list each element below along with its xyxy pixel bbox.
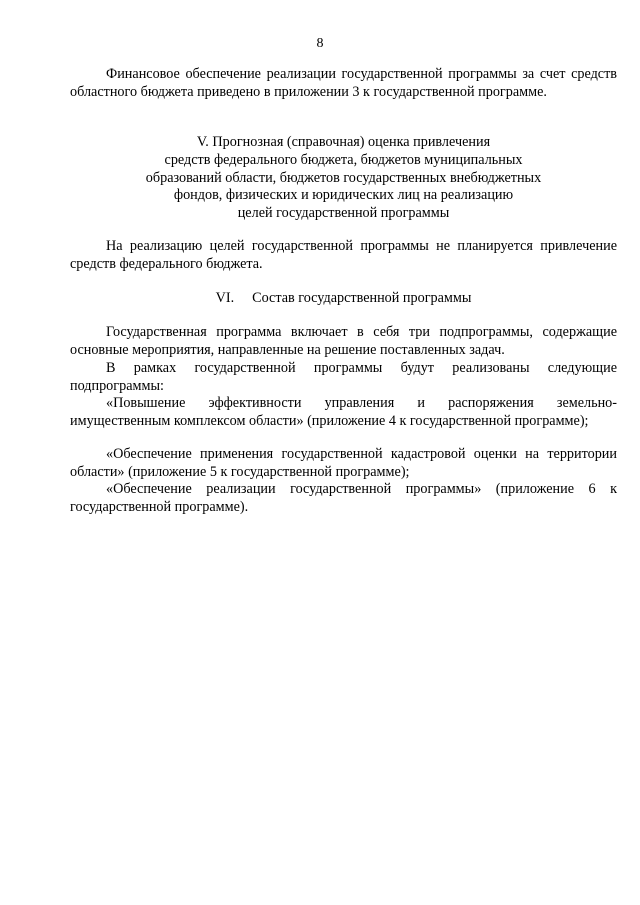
section-5-heading-line: целей государственной программы [237,205,450,222]
section-6-heading [70,290,617,308]
section-5-paragraph: На реализацию целей государственной программы не планируется привлечение средств федерального бюджета. [70,238,617,272]
section-6-paragraph-2: В рамках государственной программы будут реализованы следующие подпрограммы: [70,360,617,394]
subprogram-item-1: «Повышение эффективности управления и распоряжения земельно-имущественным комплексом области» (приложение 4 к государственной программе); [70,395,617,429]
finance-paragraph: Финансовое обеспечение реализации государственной программы за счет средств областного бюджета приведено в приложении 3 к государственной программе. [70,66,617,100]
section-5-heading-line: фондов, физических и юридических лиц на реализацию [173,187,514,204]
section-6-number: VI. [215,290,235,306]
subprogram-item-2: «Обеспечение применения государственной кадастровой оценки на территории области» (приложение 5 к государственной программе); [70,446,617,480]
subprogram-item-3: «Обеспечение реализации государственной программы» (приложение 6 к государственной программе). [70,481,617,515]
page-number: 8 [316,36,324,51]
section-5-heading-line: образований области, бюджетов государственных внебюджетных [145,169,542,186]
section-5-heading [70,134,617,223]
section-5-heading-line: V. Прогнозная (справочная) оценка привлечения [196,134,491,150]
section-5-heading-line: средств федерального бюджета, бюджетов муниципальных [164,151,523,168]
section-6-paragraph-1: Государственная программа включает в себя три подпрограммы, содержащие основные мероприятия, направленные на решение поставленных задач. [70,324,617,358]
section-6-title: Состав государственной программы [252,290,472,306]
